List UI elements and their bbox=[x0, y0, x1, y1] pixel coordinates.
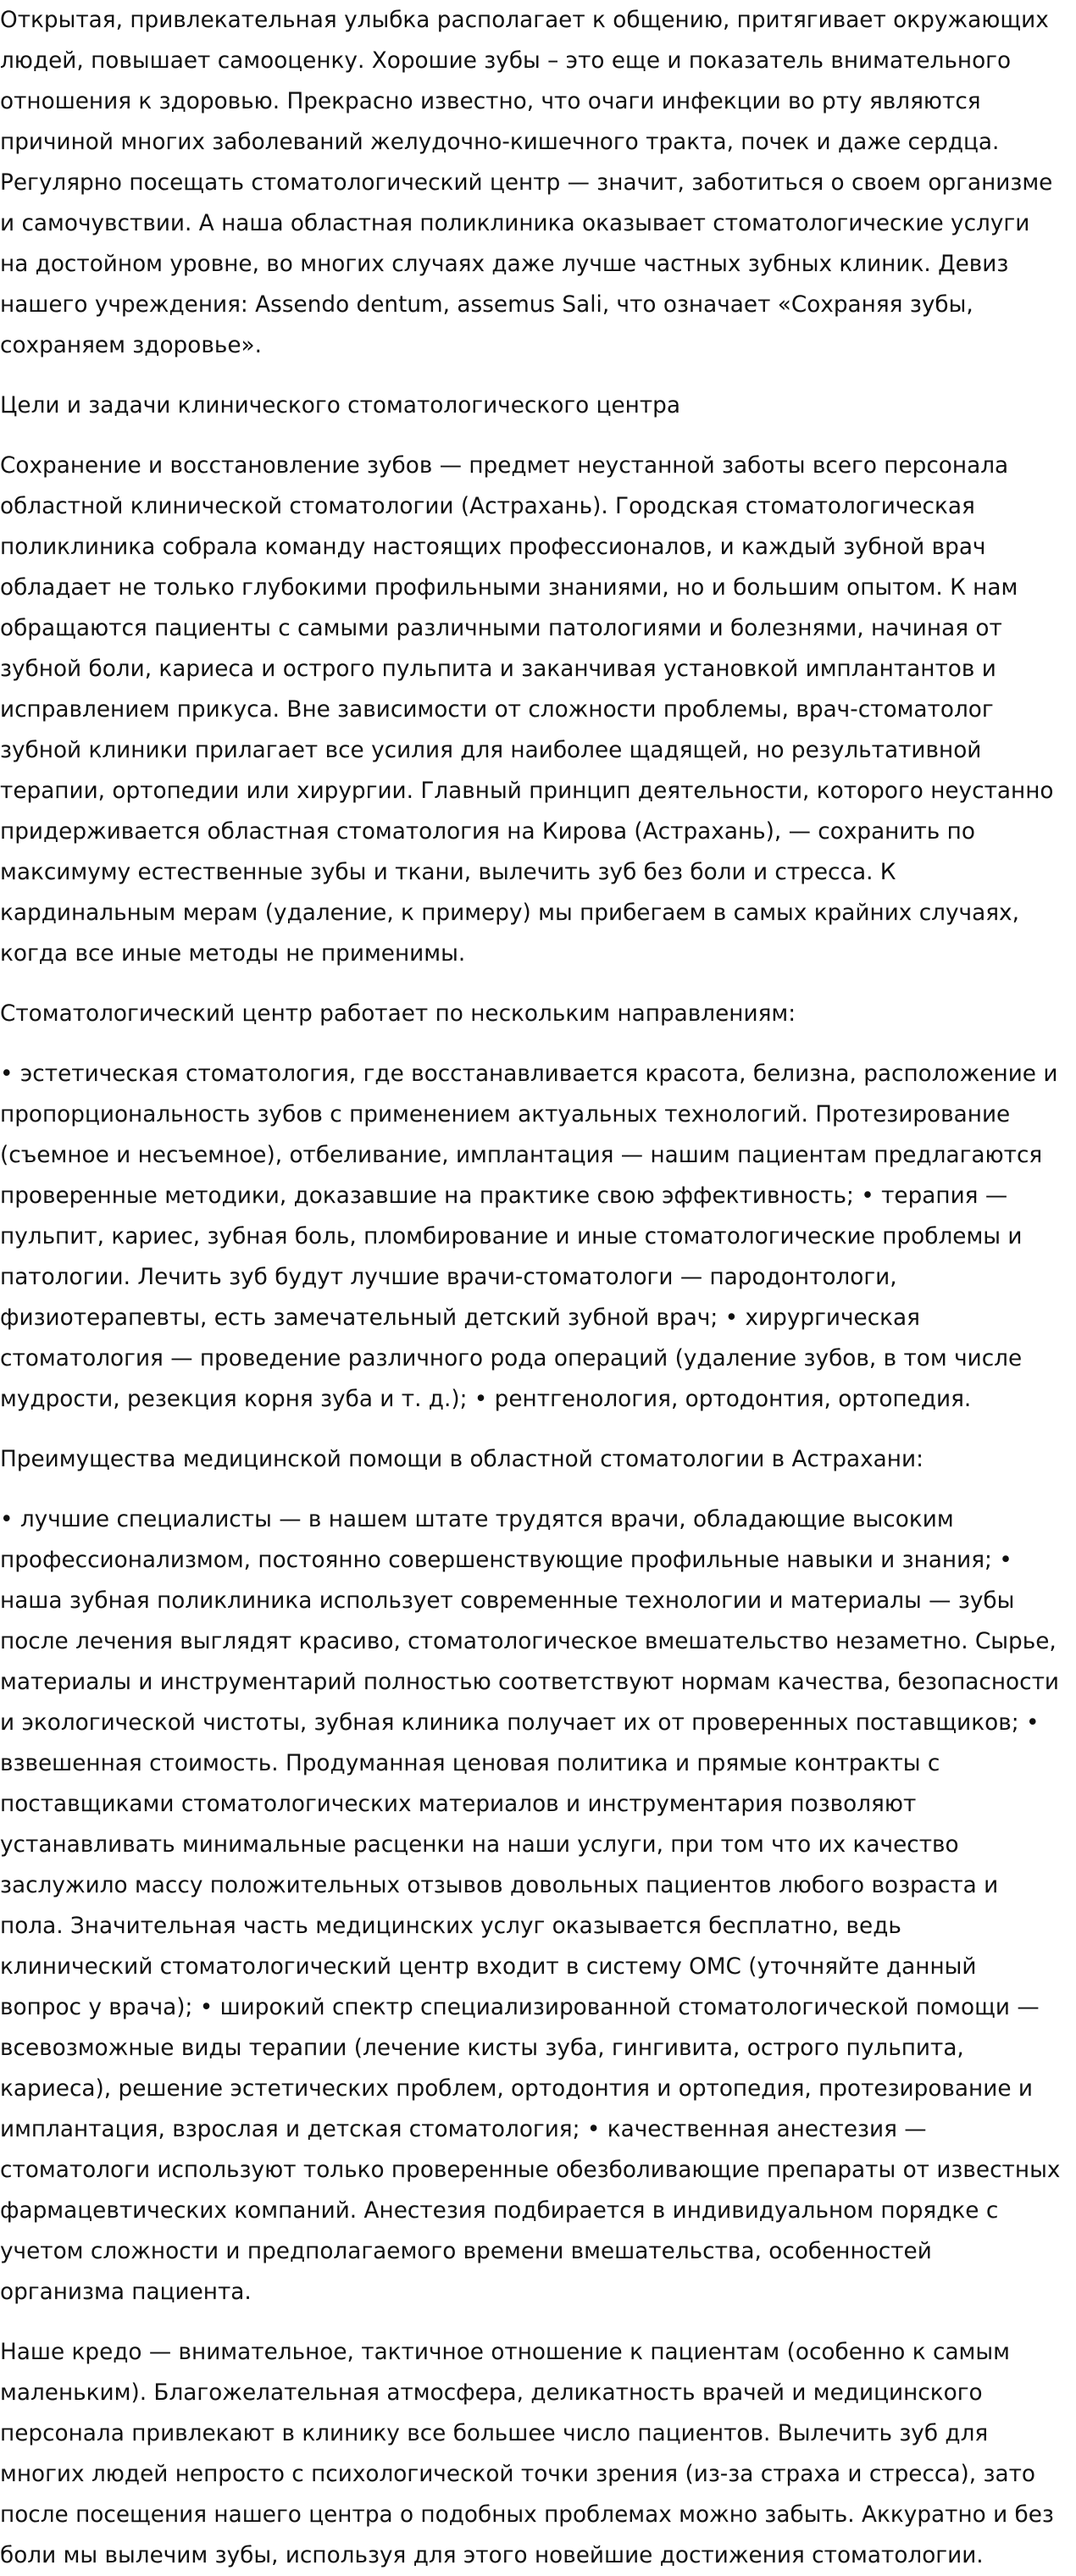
advantages-paragraph: • лучшие специалисты — в нашем штате трудятся врачи, обладающие высоким профессионализмом, постоянно совершенствующие профильные навыки и знания; • наша зубная поликлиника использует современные технологии и материалы — зубы после лечения выглядят красиво, стоматологическое вмешательство незаметно. Сырье, материалы и инструментарий полностью соответствуют нормам качества, безопасности и экологической чистоты, зубная клиника получает их от проверенных поставщиков; • взвешенная стоимость. Продуманная ценовая политика и прямые контракты с поставщиками стоматологических материалов и инструментария позволяют устанавливать минимальные расценки на наши услуги, при том что их качество заслужило массу положительных отзывов довольных пациентов любого возраста и пола. Значительная часть медицинских услуг оказывается бесплатно, ведь клинический стоматологический центр входит в систему ОМС (уточняйте данный вопрос у врача); • широкий спектр специализированной стоматологической помощи — всевозможные виды терапии (лечение кисты зуба, гингивита, острого пульпита, кариеса), решение эстетических проблем, ортодонтия и ортопедия, протезирование и имплантация, взрослая и детская стоматология; • качественная анестезия — стоматологи используют только проверенные обезболивающие препараты от известных фармацевтических компаний. Анестезия подбирается в индивидуальном порядке с учетом сложности и предполагаемого времени вмешательства, особенностей организма пациента. bbox=[0, 1507, 1061, 2305]
goals-heading: Цели и задачи клинического стоматологического центра bbox=[0, 393, 680, 418]
advantages-heading: Преимущества медицинской помощи в областной стоматологии в Астрахани: bbox=[0, 1447, 923, 1472]
directions-heading: Стоматологический центр работает по нескольким направлениям: bbox=[0, 1001, 796, 1027]
goals-paragraph: Сохранение и восстановление зубов — предмет неустанной заботы всего персонала областной клинической стоматологии (Астрахань). Городская стоматологическая поликлиника собрала команду настоящих профессионалов, и каждый зубной врач обладает не только глубокими профильными знаниями, но и большим опытом. К нам обращаются пациенты с самыми различными патологиями и болезнями, начиная от зубной боли, кариеса и острого пульпита и заканчивая установкой имплантантов и исправлением прикуса. Вне зависимости от сложности проблемы, врач-стоматолог зубной клиники прилагает все усилия для наиболее щадящей, но результативной терапии, ортопедии или хирургии. Главный принцип деятельности, которого неустанно придерживается областная стоматология на Кирова (Астрахань), — сохранить по максимуму естественные зубы и ткани, вылечить зуб без боли и стресса. К кардинальным мерам (удаление, к примеру) мы прибегаем в самых крайних случаях, когда все иные методы не применимы. bbox=[0, 453, 1054, 967]
credo-paragraph: Наше кредо — внимательное, тактичное отношение к пациентам (особенно к самым маленьким). Благожелательная атмосфера, деликатность врачей и медицинского персонала привлекают в клинику все большее число пациентов. Вылечить зуб для многих людей непросто с психологической точки зрения (из-за страха и стресса), зато после посещения нашего центра о подобных проблемах можно забыть. Аккуратно и без боли мы вылечим зубы, используя для этого новейшие достижения стоматологии. bbox=[0, 2340, 1054, 2568]
intro-paragraph: Открытая, привлекательная улыбка располагает к общению, притягивает окружающих людей, повышает самооценку. Хорошие зубы – это еще и показатель внимательного отношения к здоровью. Прекрасно известно, что очаги инфекции во рту являются причиной многих заболеваний желудочно-кишечного тракта, почек и даже сердца. Регулярно посещать стоматологический центр — значит, заботиться о своем организме и самочувствии. А наша областная поликлиника оказывает стоматологические услуги на достойном уровне, во многих случаях даже лучше частных зубных клиник. Девиз нашего учреждения: Assendo dentum, assemus Sali, что означает «Сохраняя зубы, сохраняем здоровье». bbox=[0, 8, 1053, 358]
directions-paragraph: • эстетическая стоматология, где восстанавливается красота, белизна, расположение и пропорциональность зубов с применением актуальных технологий. Протезирование (съемное и несъемное), отбеливание, имплантация — нашим пациентам предлагаются проверенные методики, доказавшие на практике свою эффективность; • терапия — пульпит, кариес, зубная боль, пломбирование и иные стоматологические проблемы и патологии. Лечить зуб будут лучшие врачи-стоматологи — пародонтологи, физиотерапевты, есть замечательный детский зубной врач; • хирургическая стоматология — проведение различного рода операций (удаление зубов, в том числе мудрости, резекция корня зуба и т. д.); • рентгенология, ортодонтия, ортопедия. bbox=[0, 1061, 1058, 1412]
